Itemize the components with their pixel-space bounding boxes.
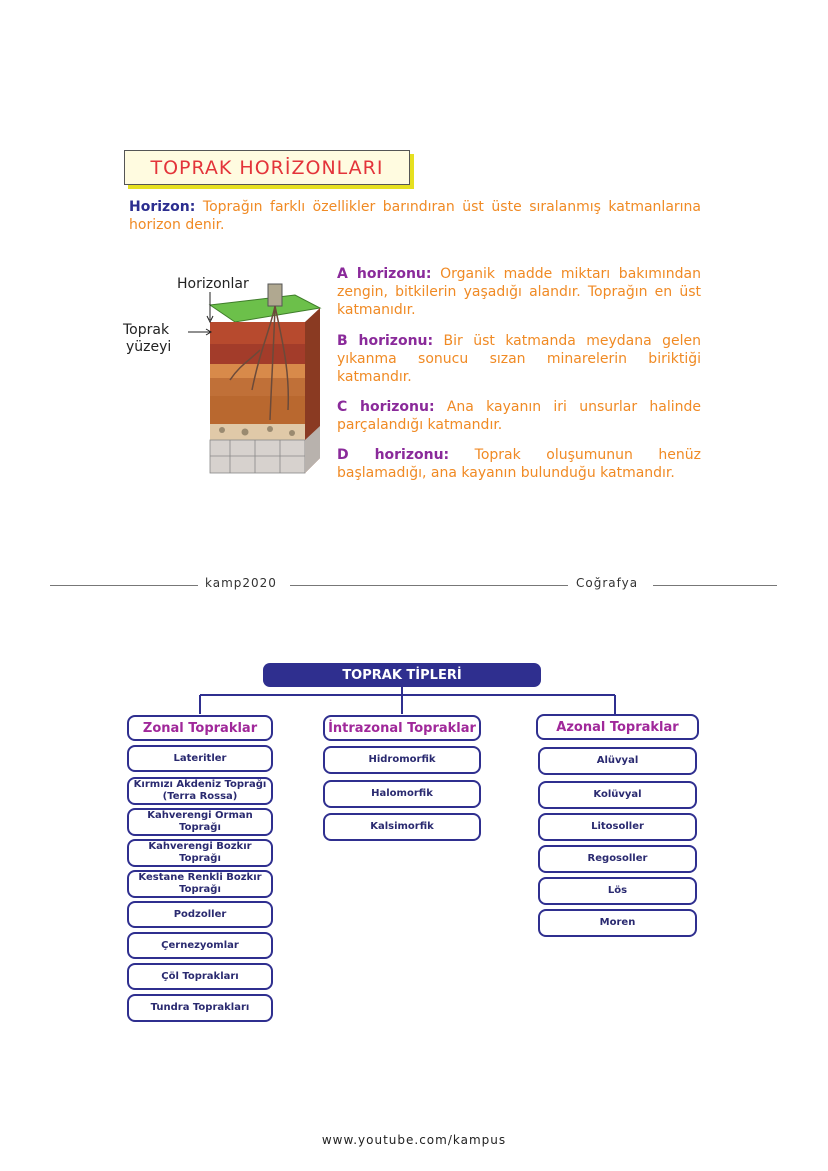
d-horizon-term: D horizonu: [337,447,450,463]
soil-types-header: TOPRAK TİPLERİ [263,663,541,687]
c-horizon-term: C horizonu: [337,399,435,415]
azonal-item: Litosoller [538,813,697,841]
intrazonal-item: Halomorfik [323,780,481,808]
azonal-item: Regosoller [538,845,697,873]
zonal-item: Çöl Toprakları [127,963,273,990]
horizon-term: Horizon: [129,199,196,215]
zonal-item: Kahverengi Orman Toprağı [127,808,273,836]
azonal-item: Moren [538,909,697,937]
divider-left-text: kamp2020 [205,576,277,590]
c-horizon-desc: Ana kayanın iri unsurlar halinde parçalandığı katmandır. [337,399,701,433]
a-horizon-desc: Organik madde miktarı bakımından zengin, bitkilerin yaşadığı alandır. Toprağın en üst katmanıdır. [337,266,702,318]
zonal-item: Lateritler [127,745,273,772]
horizon-definition-text: Toprağın farklı özellikler barındıran üst üste sıralanmış katmanlarına horizon denir. [129,199,701,233]
zonal-item: Tundra Toprakları [127,994,273,1022]
b-horizon-term: B horizonu: [337,333,434,349]
zonal-item: Kestane Renkli Bozkır Toprağı [127,870,273,898]
azonal-item: Kolüvyal [538,781,697,809]
intrazonal-category: İntrazonal Topraklar [323,715,481,741]
azonal-item: Lös [538,877,697,905]
intrazonal-item: Hidromorfik [323,746,481,774]
zonal-item: Kırmızı Akdeniz Toprağı (Terra Rossa) [127,777,273,805]
label-yuzeyi: yüzeyi [126,339,172,355]
label-toprak: Toprak [123,322,170,338]
zonal-item: Çernezyomlar [127,932,273,959]
a-horizon-term: A horizonu: [337,266,432,282]
zonal-item: Podzoller [127,901,273,928]
footer-url: www.youtube.com/kampus [321,1133,507,1147]
section-title: TOPRAK HORİZONLARI [150,156,384,179]
b-horizon-desc: Bir üst katmanda meydana gelen yıkanma sonucu sızan minarelerin biriktiği katmandır. [337,333,701,385]
d-horizon-desc: Toprak oluşumunun henüz başlamadığı, ana kayanın bulunduğu katmandır. [337,447,701,481]
azonal-item: Alüvyal [538,747,697,775]
divider-right-text: Coğrafya [576,576,639,590]
azonal-category: Azonal Topraklar [536,714,699,740]
zonal-item: Kahverengi Bozkır Toprağı [127,839,273,867]
label-horizonlar: Horizonlar [177,276,249,292]
intrazonal-item: Kalsimorfik [323,813,481,841]
zonal-category: Zonal Topraklar [127,715,273,741]
